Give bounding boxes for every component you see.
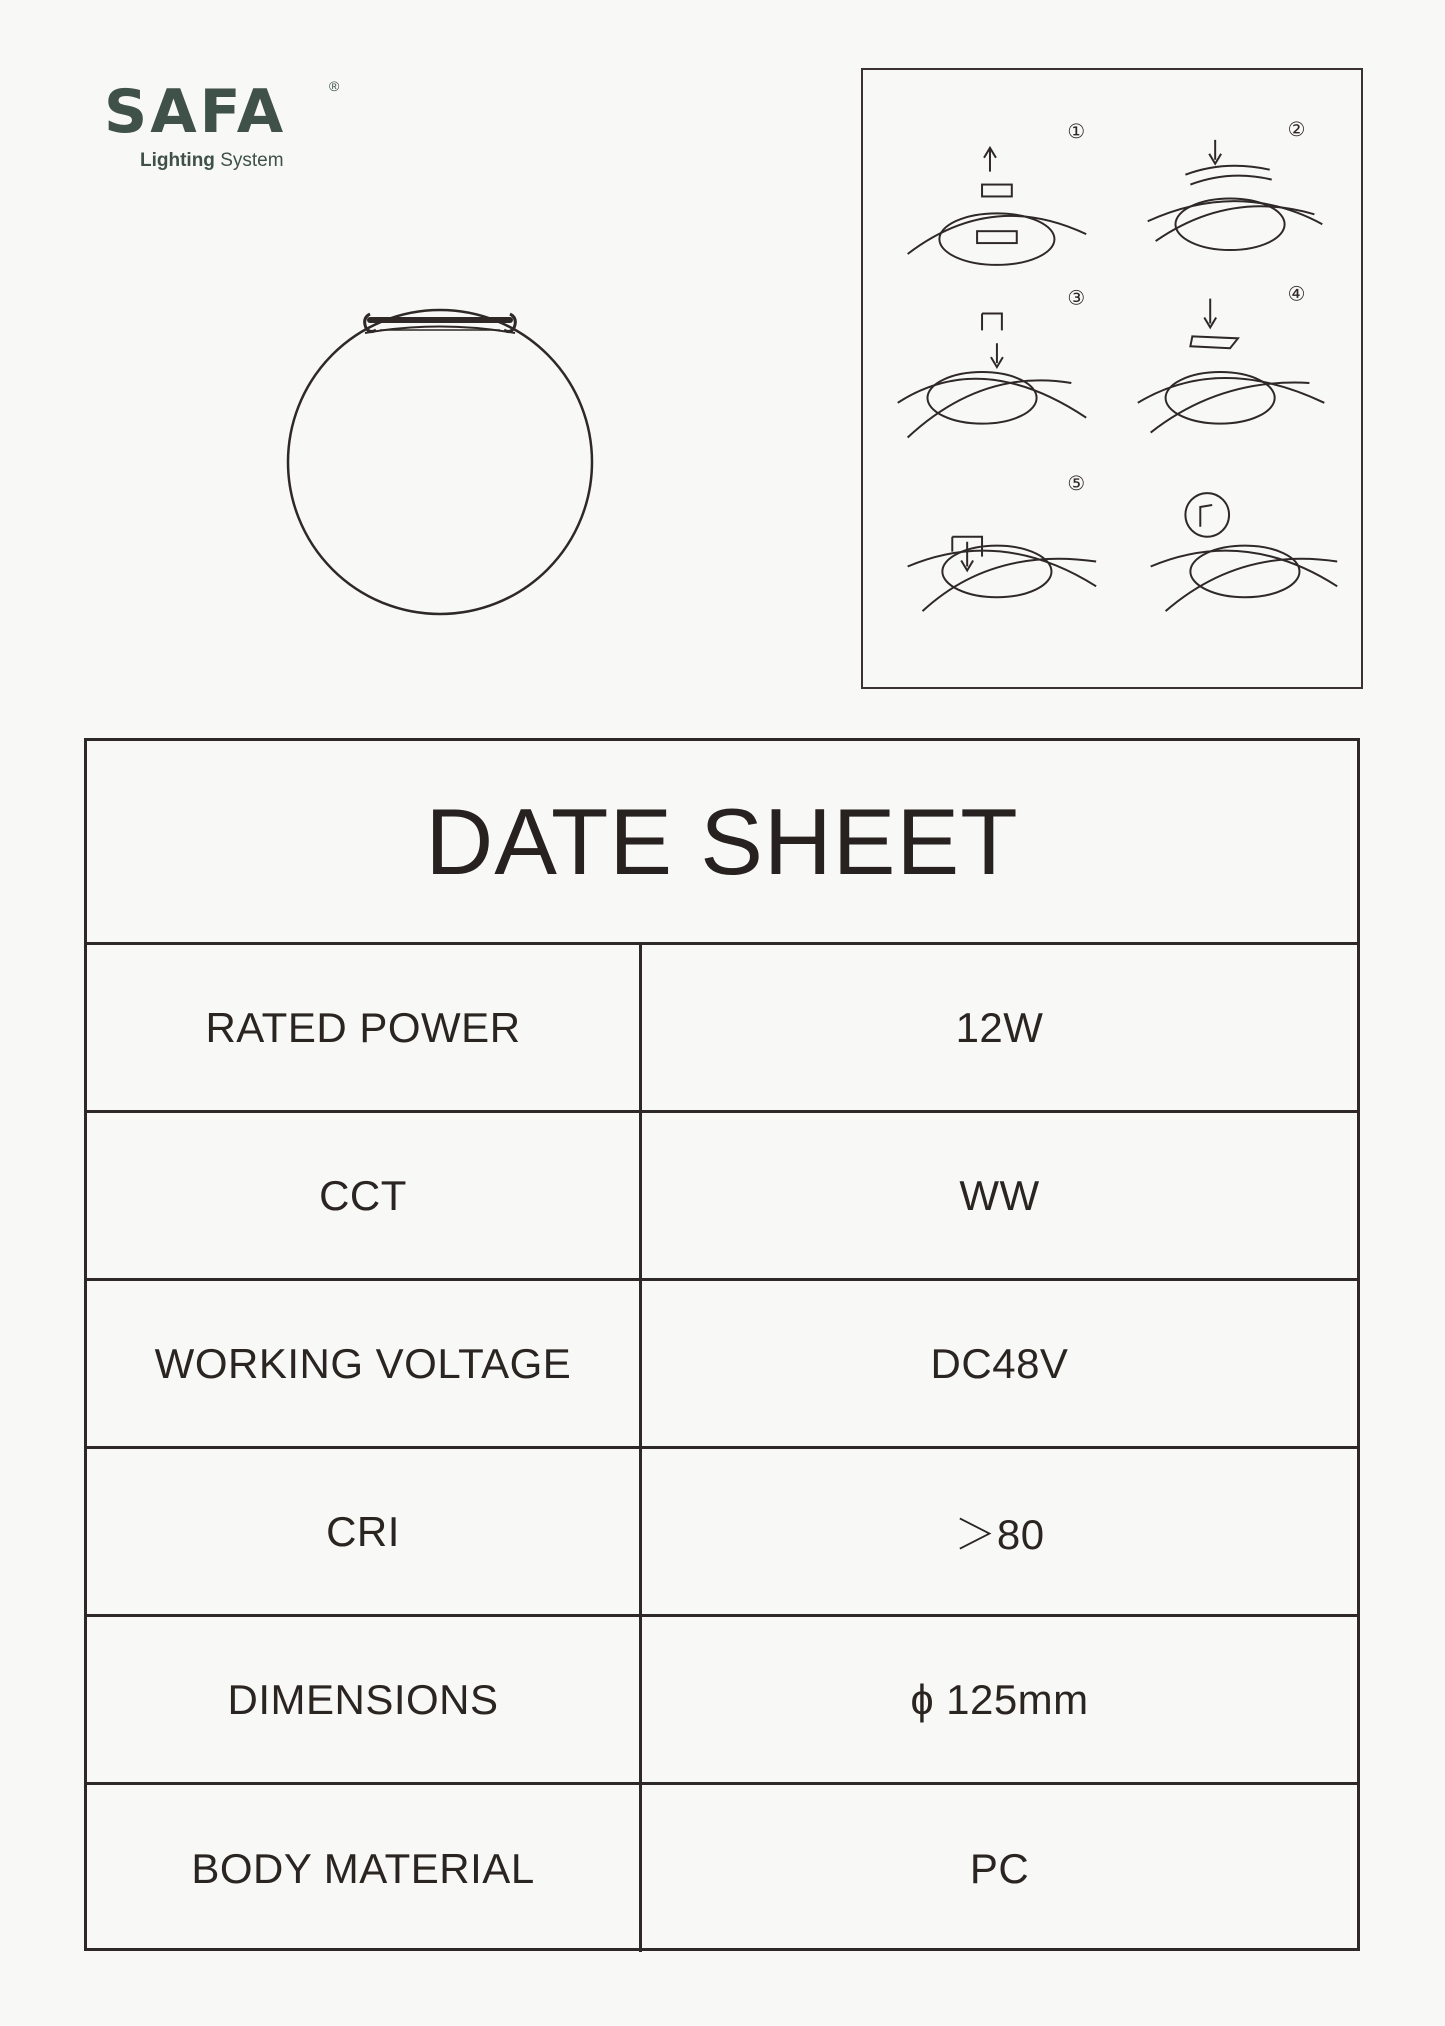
table-row bbox=[87, 1281, 1357, 1449]
rated-power-label: RATED POWER bbox=[87, 945, 642, 1110]
cct-label: CCT bbox=[87, 1113, 642, 1278]
brand-tagline bbox=[140, 150, 284, 172]
cri-label: CRI bbox=[87, 1449, 642, 1614]
cri-value: ＞80 bbox=[954, 1510, 1045, 1558]
table-row bbox=[87, 945, 1357, 1113]
working-voltage-label: WORKING VOLTAGE bbox=[87, 1281, 642, 1446]
brand-logo bbox=[104, 77, 344, 180]
step-5-number: ⑤ bbox=[1067, 472, 1086, 496]
data-sheet-title: DATE SHEET bbox=[87, 741, 1357, 945]
dimensions-value: ɸ 125mm bbox=[910, 1675, 1089, 1723]
product-illustration bbox=[270, 290, 610, 620]
working-voltage-value: DC48V bbox=[930, 1339, 1069, 1387]
data-sheet-table bbox=[84, 738, 1360, 1951]
table-row bbox=[87, 1113, 1357, 1281]
step-2-number: ② bbox=[1287, 117, 1306, 141]
step-3-number: ③ bbox=[1067, 286, 1086, 310]
installation-diagram bbox=[861, 68, 1363, 689]
body-material-value: PC bbox=[969, 1844, 1030, 1892]
table-row bbox=[87, 1449, 1357, 1617]
body-material-label: BODY MATERIAL bbox=[87, 1785, 642, 1952]
cct-value: WW bbox=[959, 1171, 1040, 1219]
table-row bbox=[87, 1617, 1357, 1785]
step-1-number: ① bbox=[1067, 119, 1086, 143]
rated-power-value: 12W bbox=[955, 1003, 1044, 1051]
dimensions-label: DIMENSIONS bbox=[87, 1617, 642, 1782]
brand-name: SAFA bbox=[104, 77, 287, 147]
step-4-number: ④ bbox=[1287, 282, 1306, 306]
tagline-bold: Lighting bbox=[140, 150, 215, 171]
tagline-rest: System bbox=[214, 150, 284, 171]
table-row bbox=[87, 1785, 1357, 1952]
registered-mark: ® bbox=[329, 78, 340, 94]
